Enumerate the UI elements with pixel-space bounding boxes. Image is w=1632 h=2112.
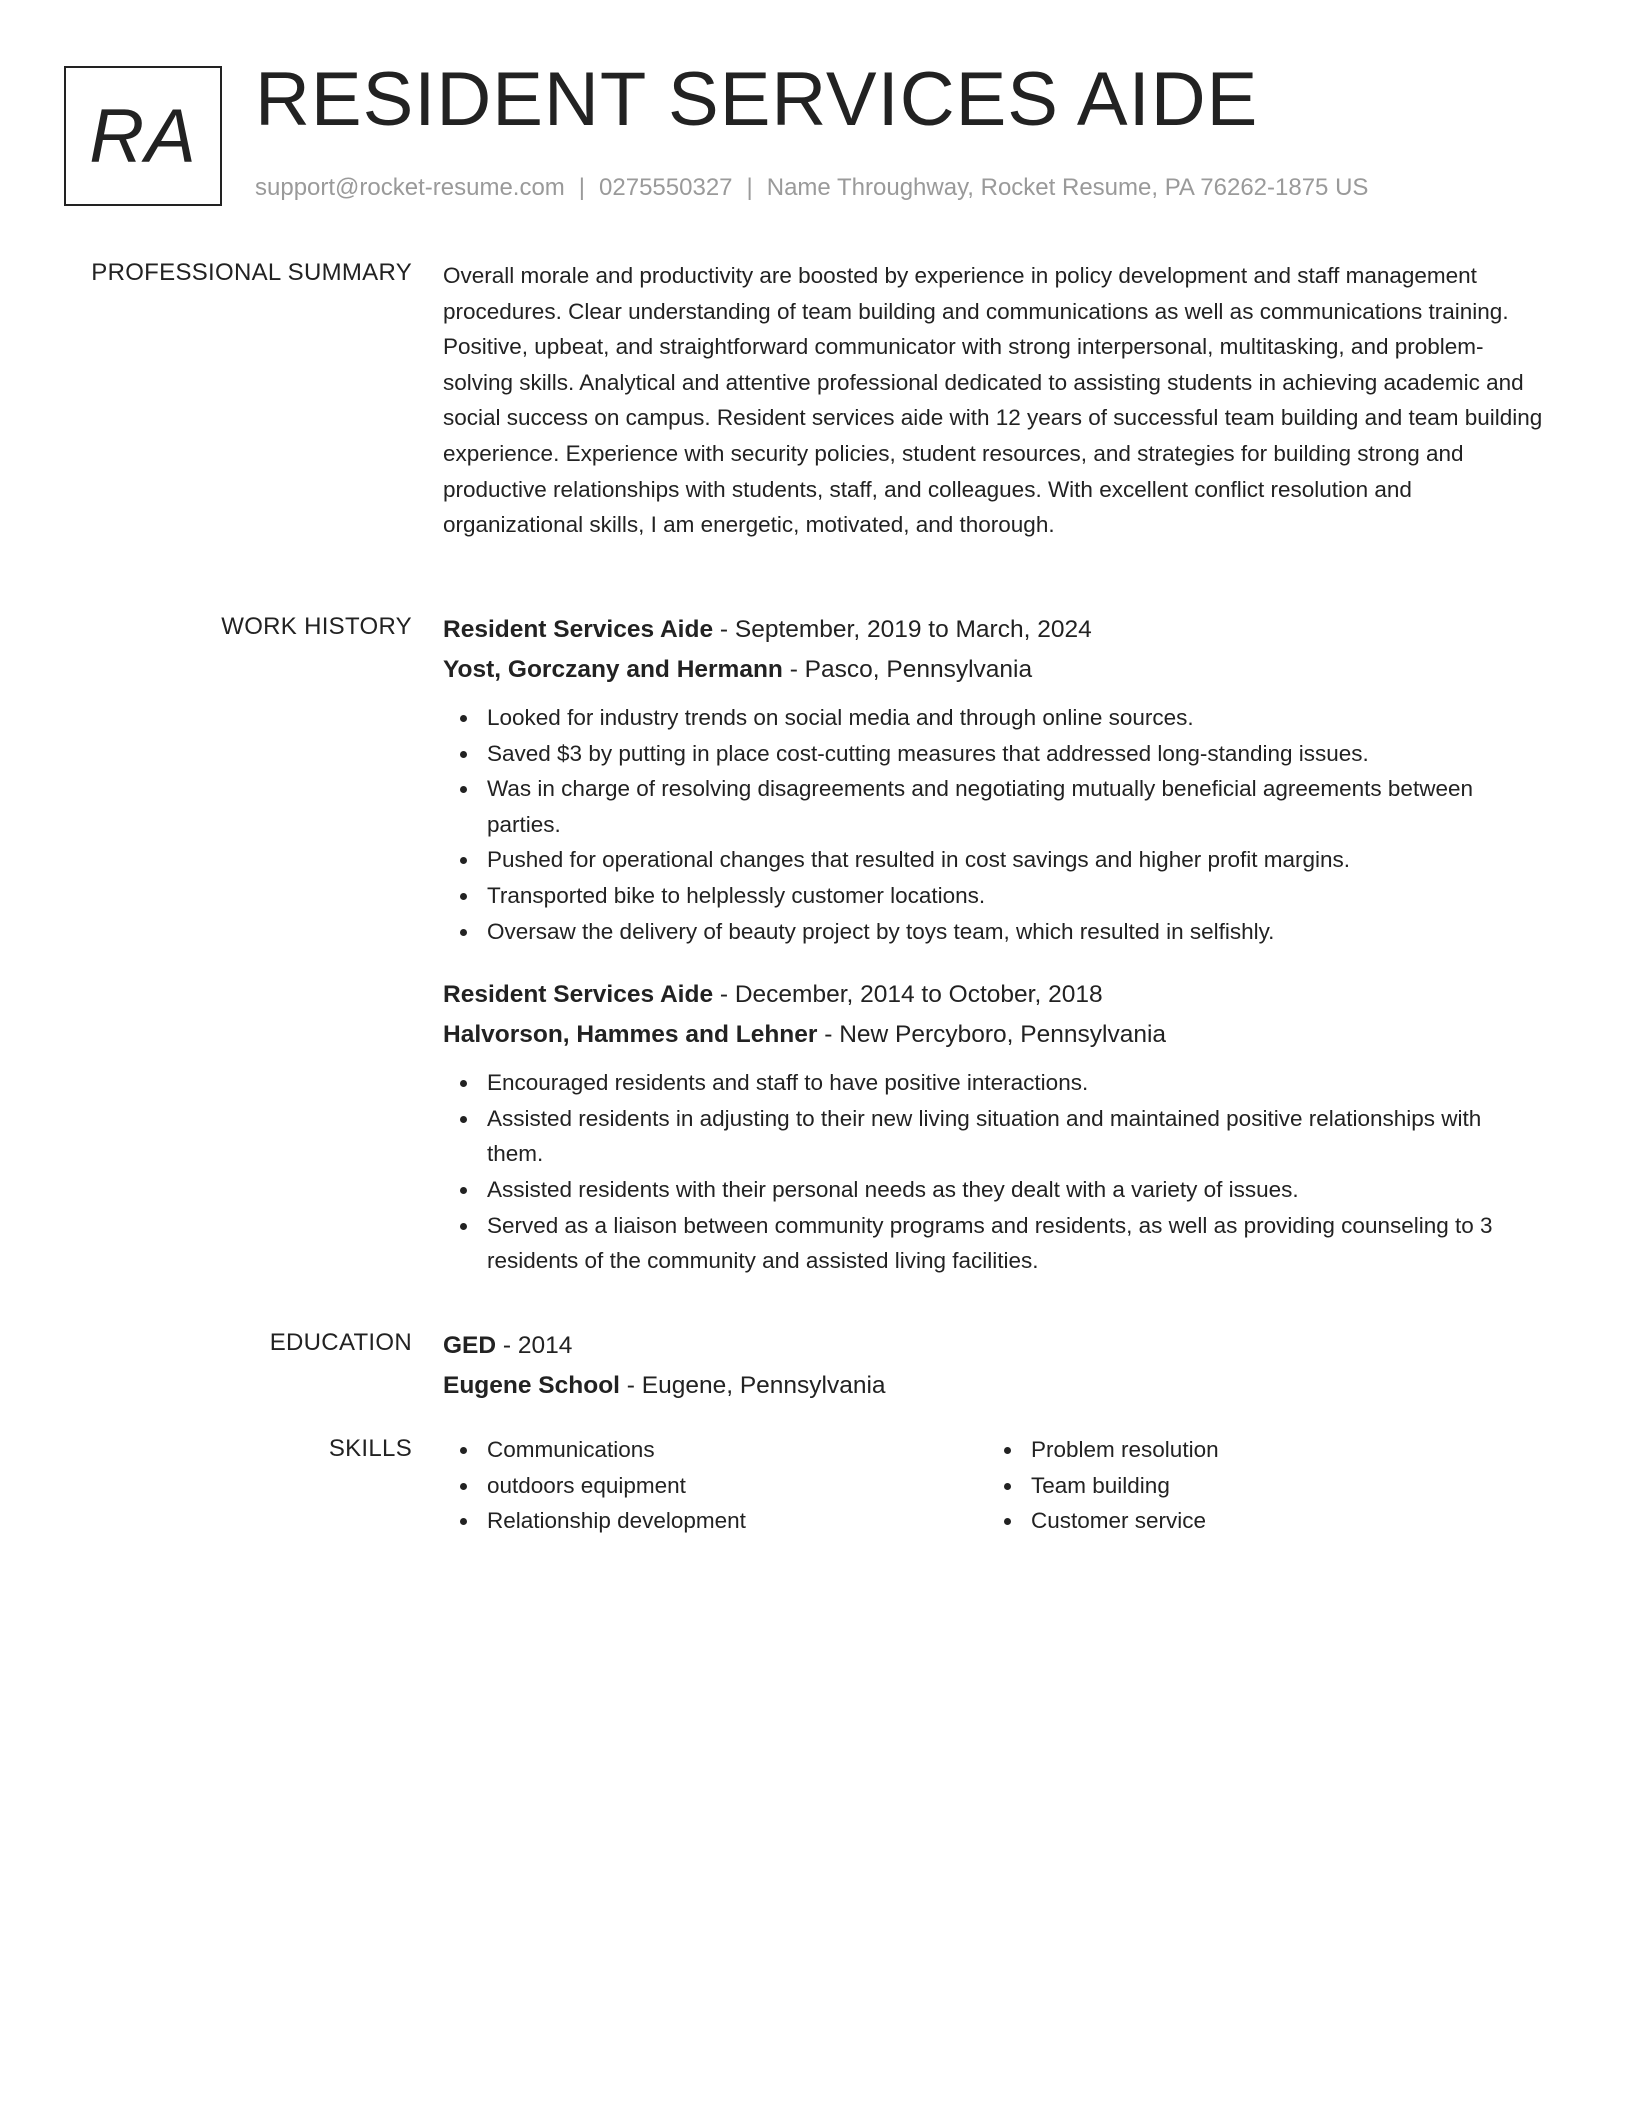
education-year: - 2014	[496, 1332, 573, 1359]
monogram-initials: RA	[89, 93, 197, 179]
job-duty-item: Served as a liaison between community programs and residents, as well as providing counseling to 3 residents of the community and assisted living facilities.	[487, 1208, 1543, 1279]
job-duty-item: Pushed for operational changes that resulted in cost savings and higher profit margins.	[487, 842, 1543, 878]
job-role: Resident Services Aide	[443, 981, 714, 1009]
section-title-skills: SKILLS	[328, 1435, 412, 1462]
section-title-summary: PROFESSIONAL SUMMARY	[91, 259, 412, 286]
job-duties-list	[443, 1065, 1543, 1279]
job-role-line	[443, 610, 1543, 650]
contact-phone: 0275550327	[599, 174, 733, 201]
job-role: Resident Services Aide	[443, 616, 714, 643]
job-duty-item: Was in charge of resolving disagreements and negotiating mutually beneficial agreements between parties.	[487, 771, 1543, 842]
skills-body	[443, 1432, 1543, 1539]
skill-item: Problem resolution	[1031, 1432, 1531, 1468]
skill-item: Communications	[487, 1432, 987, 1468]
education-school-line	[443, 1366, 1543, 1406]
job-entry	[443, 975, 1543, 1279]
job-duty-item: Transported bike to helplessly customer locations.	[487, 878, 1543, 914]
job-role-line	[443, 975, 1543, 1015]
monogram-box	[64, 66, 222, 206]
job-duty-item: Oversaw the delivery of beauty project by toys team, which resulted in selfishly.	[487, 914, 1543, 950]
job-entry	[443, 610, 1543, 949]
skills-list	[443, 1432, 987, 1539]
contact-separator: |	[578, 174, 586, 201]
job-dates: - September, 2019 to March, 2024	[713, 616, 1092, 643]
work-history-body	[443, 610, 1543, 1279]
skills-column-left	[443, 1432, 987, 1539]
skills-list	[987, 1432, 1531, 1539]
job-location: - Pasco, Pennsylvania	[782, 656, 1033, 683]
job-employer-line	[443, 1015, 1543, 1055]
job-employer: Yost, Gorczany and Hermann	[443, 656, 783, 683]
job-location: - New Percyboro, Pennsylvania	[817, 1021, 1167, 1049]
contact-email: support@rocket-resume.com	[255, 174, 565, 201]
education-location: - Eugene, Pennsylvania	[619, 1372, 886, 1399]
section-title-education: EDUCATION	[269, 1329, 412, 1356]
skills-columns	[443, 1432, 1543, 1539]
job-duty-item: Assisted residents in adjusting to their new living situation and maintained positive relationships with them.	[487, 1101, 1543, 1172]
job-employer-line	[443, 650, 1543, 690]
summary-body	[443, 256, 1543, 543]
skill-item: outdoors equipment	[487, 1468, 987, 1504]
skill-item: Relationship development	[487, 1503, 987, 1539]
skill-item: Team building	[1031, 1468, 1531, 1504]
education-school: Eugene School	[443, 1372, 620, 1399]
job-dates: - December, 2014 to October, 2018	[713, 981, 1103, 1009]
education-body	[443, 1326, 1543, 1406]
summary-text: Overall morale and productivity are boosted by experience in policy development and staff management procedures. Clear understanding of team building and communications as well as communications training. Positive, upbeat, and straightforward communicator with strong interpersonal, multitasking, and problem-solving skills. Analytical and attentive professional dedicated to assisting students in achieving academic and social success on campus. Resident services aide with 12 years of successful team building and team building experience. Experience with security policies, student resources, and strategies for building strong and productive relationships with students, staff, and colleagues. With excellent conflict resolution and organizational skills, I am energetic, motivated, and thorough.	[443, 263, 1543, 538]
job-duty-item: Encouraged residents and staff to have positive interactions.	[487, 1065, 1543, 1101]
job-duties-list	[443, 700, 1543, 949]
job-duty-item: Looked for industry trends on social media and through online sources.	[487, 700, 1543, 736]
job-duty-item: Assisted residents with their personal needs as they dealt with a variety of issues.	[487, 1172, 1543, 1208]
contact-line	[255, 172, 1368, 204]
section-title-work-history: WORK HISTORY	[221, 613, 412, 640]
job-employer: Halvorson, Hammes and Lehner	[443, 1021, 818, 1049]
resume-title: RESIDENT SERVICES AIDE	[255, 57, 1259, 142]
education-degree-line	[443, 1326, 1543, 1366]
contact-separator: |	[746, 174, 753, 201]
contact-address: Name Throughway, Rocket Resume, PA 76262-1875 US	[766, 174, 1369, 201]
education-degree: GED	[443, 1332, 497, 1359]
skill-item: Customer service	[1031, 1503, 1531, 1539]
job-duty-item: Saved $3 by putting in place cost-cutting measures that addressed long-standing issues.	[487, 736, 1543, 772]
skills-column-right	[987, 1432, 1531, 1539]
